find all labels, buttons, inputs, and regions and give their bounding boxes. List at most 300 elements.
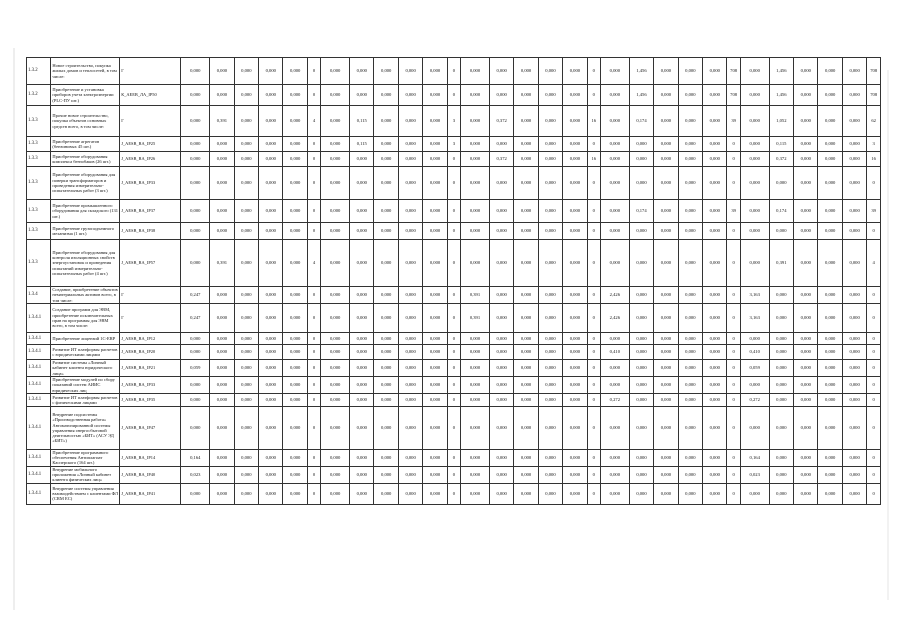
value-cell: 0,000 (538, 406, 562, 449)
value-cell: 0 (307, 360, 320, 377)
value-cell: 0,000 (842, 393, 866, 406)
value-cell: 0,000 (234, 137, 258, 152)
value-cell: 0,000 (234, 287, 258, 304)
value-cell: 0,000 (259, 137, 283, 152)
value-cell: 0 (867, 304, 881, 333)
value-cell: 0,000 (374, 167, 398, 200)
value-cell: 0,000 (818, 333, 842, 345)
value-cell: 0 (727, 483, 740, 504)
value-cell: 0,000 (654, 152, 678, 167)
value-cell: 0 (447, 85, 460, 106)
row-name-cell: Приобретение модулей по сбору показаний систем АИИС юридических лиц (51, 376, 120, 393)
value-cell: 0 (587, 376, 600, 393)
value-cell: 0,000 (654, 137, 678, 152)
value-cell: 0 (447, 58, 460, 85)
value-cell: 0,000 (654, 167, 678, 200)
row-name-cell: Приобретение лицензий 1С-ERP (51, 333, 120, 345)
value-cell: 0,000 (740, 483, 769, 504)
value-cell: 0,000 (629, 167, 653, 200)
table-row (27, 200, 881, 223)
value-cell: 0,000 (514, 240, 538, 287)
value-cell: 0 (307, 393, 320, 406)
value-cell: 0,000 (489, 240, 513, 287)
value-cell: 0,000 (259, 287, 283, 304)
value-cell: 0 (447, 360, 460, 377)
value-cell: 0,000 (514, 466, 538, 483)
value-cell: 0,000 (703, 137, 727, 152)
value-cell: 0,000 (794, 449, 818, 466)
value-cell: 62 (867, 106, 881, 137)
value-cell: 0,000 (461, 167, 490, 200)
value-cell: 0,000 (563, 406, 587, 449)
value-cell: 0,000 (678, 106, 702, 137)
value-cell: 0,000 (703, 345, 727, 360)
value-cell: 0,000 (234, 345, 258, 360)
value-cell: 0,000 (842, 58, 866, 85)
table-row (27, 345, 881, 360)
value-cell: 0,000 (538, 152, 562, 167)
value-cell: 39 (867, 200, 881, 223)
value-cell: 0,000 (350, 287, 374, 304)
value-cell: 0,000 (654, 304, 678, 333)
value-cell: 0,000 (423, 137, 447, 152)
row-name-cell: Приобретение оборудования для контроля изоляционных свойств энергоустановок и проведения испытаний измерительно-испытательных работ (4 шт.) (51, 240, 120, 287)
table-row (27, 167, 881, 200)
value-cell: 0,000 (321, 304, 350, 333)
row-code-cell: 1.3.4.1 (27, 345, 51, 360)
value-cell: 0,000 (740, 333, 769, 345)
value-cell: 0,000 (654, 58, 678, 85)
value-cell: 0,000 (678, 406, 702, 449)
value-cell: 0,000 (283, 152, 307, 167)
value-cell: 0,115 (350, 106, 374, 137)
value-cell: 0,000 (794, 345, 818, 360)
value-cell: 0,000 (321, 85, 350, 106)
value-cell: 0,000 (538, 106, 562, 137)
value-cell: 0,000 (181, 393, 210, 406)
value-cell: 0,000 (461, 137, 490, 152)
value-cell: 0,000 (514, 449, 538, 466)
value-cell: 0,000 (818, 287, 842, 304)
value-cell: 0,000 (398, 406, 422, 449)
value-cell: 0 (307, 449, 320, 466)
value-cell: 0,000 (489, 360, 513, 377)
value-cell: 0,000 (398, 167, 422, 200)
value-cell: 0,000 (259, 406, 283, 449)
value-cell: 0 (727, 466, 740, 483)
value-cell: 0,000 (423, 106, 447, 137)
value-cell: 0,000 (374, 223, 398, 240)
value-cell: 0,000 (740, 376, 769, 393)
value-cell: 0,000 (489, 304, 513, 333)
row-code-cell: 1.3.3 (27, 106, 51, 137)
value-cell: 0,000 (563, 333, 587, 345)
value-cell: 0,000 (629, 223, 653, 240)
value-cell: 0,000 (654, 333, 678, 345)
value-cell: 0,000 (818, 85, 842, 106)
value-cell: 0,000 (489, 200, 513, 223)
value-cell: 0,000 (234, 393, 258, 406)
value-cell: 0,000 (629, 345, 653, 360)
value-cell: 0,000 (210, 85, 234, 106)
value-cell: 0,000 (461, 223, 490, 240)
value-cell: 0 (447, 466, 460, 483)
value-cell: 0,000 (489, 483, 513, 504)
value-cell: 0,000 (654, 483, 678, 504)
row-identifier-cell: Г (120, 287, 181, 304)
value-cell: 0,000 (181, 333, 210, 345)
value-cell: 0,000 (678, 345, 702, 360)
value-cell: 0,000 (794, 167, 818, 200)
value-cell: 0,000 (703, 360, 727, 377)
value-cell: 0,000 (374, 360, 398, 377)
value-cell: 0,000 (794, 466, 818, 483)
value-cell: 0,000 (423, 393, 447, 406)
value-cell: 0,000 (600, 449, 629, 466)
value-cell: 0,000 (703, 449, 727, 466)
value-cell: 1,456 (769, 58, 793, 85)
value-cell: 0,000 (350, 167, 374, 200)
value-cell: 0,000 (514, 152, 538, 167)
value-cell: 0,000 (563, 304, 587, 333)
value-cell: 0 (307, 137, 320, 152)
value-cell: 0,000 (210, 333, 234, 345)
value-cell: 0,000 (818, 449, 842, 466)
value-cell: 0,000 (374, 376, 398, 393)
value-cell: 1,456 (629, 85, 653, 106)
value-cell: 0,000 (350, 360, 374, 377)
value-cell: 0,000 (514, 200, 538, 223)
value-cell: 0,000 (818, 483, 842, 504)
value-cell: 0 (447, 333, 460, 345)
table-row (27, 287, 881, 304)
value-cell: 0 (587, 200, 600, 223)
value-cell: 0,000 (321, 393, 350, 406)
value-cell: 0,000 (514, 223, 538, 240)
value-cell: 0,000 (234, 223, 258, 240)
row-code-cell: 1.3.2 (27, 58, 51, 85)
value-cell: 0 (727, 333, 740, 345)
value-cell: 0,000 (461, 466, 490, 483)
value-cell: 0,000 (842, 106, 866, 137)
value-cell: 0,000 (514, 393, 538, 406)
value-cell: 0,000 (489, 287, 513, 304)
value-cell: 0 (307, 58, 320, 85)
value-cell: 0,000 (423, 223, 447, 240)
value-cell: 0,272 (600, 393, 629, 406)
value-cell: 0,000 (398, 240, 422, 287)
value-cell: 0,000 (703, 406, 727, 449)
value-cell: 0,000 (794, 58, 818, 85)
value-cell: 0 (587, 58, 600, 85)
value-cell: 0 (447, 287, 460, 304)
value-cell: 0,000 (461, 406, 490, 449)
value-cell: 0,000 (423, 287, 447, 304)
value-cell: 0,000 (514, 333, 538, 345)
row-code-cell: 1.3.4.1 (27, 376, 51, 393)
value-cell: 0,000 (563, 223, 587, 240)
value-cell: 0 (447, 406, 460, 449)
value-cell: 0,000 (210, 466, 234, 483)
value-cell: 0,000 (423, 376, 447, 393)
value-cell: 0,000 (259, 333, 283, 345)
value-cell: 0,000 (769, 304, 793, 333)
value-cell: 16 (867, 152, 881, 167)
value-cell: 0,000 (842, 376, 866, 393)
value-cell: 0,000 (210, 483, 234, 504)
value-cell: 0,000 (259, 223, 283, 240)
value-cell: 0,000 (283, 449, 307, 466)
value-cell: 0,000 (818, 223, 842, 240)
value-cell: 0,000 (283, 466, 307, 483)
value-cell: 0,000 (259, 106, 283, 137)
value-cell: 0,000 (703, 240, 727, 287)
value-cell: 708 (727, 58, 740, 85)
value-cell: 0,000 (259, 466, 283, 483)
row-name-cell: Развитие системы «Личный кабинет клиента юридического лица» (51, 360, 120, 377)
value-cell: 0,000 (794, 406, 818, 449)
table-row (27, 449, 881, 466)
value-cell: 0,000 (769, 360, 793, 377)
value-cell: 0,000 (398, 152, 422, 167)
value-cell: 0,000 (563, 376, 587, 393)
value-cell: 0 (307, 85, 320, 106)
value-cell: 0,000 (398, 304, 422, 333)
value-cell: 0,000 (703, 58, 727, 85)
value-cell: 0,000 (350, 240, 374, 287)
value-cell: 0 (727, 393, 740, 406)
value-cell: 0,000 (740, 167, 769, 200)
row-code-cell: 1.3.3 (27, 137, 51, 152)
value-cell: 0,000 (794, 106, 818, 137)
value-cell: 0,000 (259, 345, 283, 360)
value-cell: 3 (447, 106, 460, 137)
value-cell: 0 (447, 345, 460, 360)
value-cell: 0,000 (600, 406, 629, 449)
value-cell: 0,000 (283, 167, 307, 200)
value-cell: 0,000 (234, 152, 258, 167)
value-cell: 0,000 (350, 376, 374, 393)
row-identifier-cell: J_AESB_RA_IP21 (120, 360, 181, 377)
table-row (27, 360, 881, 377)
value-cell: 0,000 (461, 152, 490, 167)
value-cell: 0,000 (283, 333, 307, 345)
value-cell: 0,000 (234, 360, 258, 377)
value-cell: 4 (307, 240, 320, 287)
value-cell: 0,000 (678, 466, 702, 483)
value-cell: 0,000 (703, 223, 727, 240)
value-cell: 0,000 (181, 58, 210, 85)
value-cell: 0,000 (461, 345, 490, 360)
value-cell: 0,000 (740, 58, 769, 85)
value-cell: 0,000 (398, 466, 422, 483)
value-cell: 0,000 (703, 483, 727, 504)
value-cell: 0,000 (210, 200, 234, 223)
value-cell: 0,000 (489, 137, 513, 152)
value-cell: 0,000 (514, 106, 538, 137)
value-cell: 0,000 (678, 376, 702, 393)
value-cell: 0,000 (678, 167, 702, 200)
value-cell: 0,000 (259, 449, 283, 466)
value-cell: 16 (587, 106, 600, 137)
value-cell: 0 (307, 223, 320, 240)
value-cell: 0,000 (259, 152, 283, 167)
value-cell: 0,000 (678, 393, 702, 406)
value-cell: 0,000 (259, 393, 283, 406)
value-cell: 0,000 (794, 200, 818, 223)
value-cell: 0,000 (842, 304, 866, 333)
value-cell: 0 (867, 393, 881, 406)
value-cell: 0,000 (181, 85, 210, 106)
value-cell: 2,426 (600, 287, 629, 304)
value-cell: 0,000 (374, 393, 398, 406)
value-cell: 0,000 (703, 152, 727, 167)
value-cell: 0,000 (374, 304, 398, 333)
value-cell: 0,000 (538, 376, 562, 393)
value-cell: 0,000 (600, 106, 629, 137)
value-cell: 0,000 (629, 152, 653, 167)
value-cell: 0,000 (374, 85, 398, 106)
value-cell: 0,000 (678, 223, 702, 240)
value-cell: 0,000 (563, 287, 587, 304)
value-cell: 0,000 (703, 333, 727, 345)
value-cell: 0,000 (654, 406, 678, 449)
value-cell: 0,000 (210, 345, 234, 360)
row-identifier-cell: К_АЕЕВ_ЛА_IP50 (120, 85, 181, 106)
value-cell: 0,000 (514, 287, 538, 304)
value-cell: 0,000 (374, 58, 398, 85)
value-cell: 0,000 (210, 167, 234, 200)
value-cell: 0,000 (600, 466, 629, 483)
value-cell: 0,372 (489, 106, 513, 137)
value-cell: 0,247 (181, 304, 210, 333)
table-row (27, 466, 881, 483)
row-name-cell: Новое строительство, покупка жилых домов и теплосетей, в том числе: (51, 58, 120, 85)
value-cell: 0,000 (654, 85, 678, 106)
value-cell: 0,000 (423, 200, 447, 223)
value-cell: 0,000 (181, 152, 210, 167)
value-cell: 0,000 (461, 376, 490, 393)
value-cell: 0 (587, 345, 600, 360)
value-cell: 0,000 (818, 106, 842, 137)
value-cell: 0,000 (423, 304, 447, 333)
value-cell: 0 (587, 406, 600, 449)
value-cell: 0,115 (350, 137, 374, 152)
value-cell: 0,000 (629, 287, 653, 304)
row-identifier-cell: Г (120, 106, 181, 137)
value-cell: 0 (587, 483, 600, 504)
row-code-cell: 1.3.3 (27, 240, 51, 287)
value-cell: 0,000 (842, 200, 866, 223)
value-cell: 0,000 (259, 167, 283, 200)
value-cell: 0,000 (600, 333, 629, 345)
value-cell: 0,000 (374, 200, 398, 223)
value-cell: 0,000 (600, 360, 629, 377)
value-cell: 0,391 (461, 287, 490, 304)
value-cell: 0 (587, 360, 600, 377)
value-cell: 0,000 (514, 304, 538, 333)
value-cell: 0,000 (703, 393, 727, 406)
row-code-cell: 1.3.4.1 (27, 360, 51, 377)
value-cell: 0,391 (769, 240, 793, 287)
value-cell: 0,000 (563, 360, 587, 377)
value-cell: 0,000 (563, 85, 587, 106)
value-cell: 0,000 (461, 240, 490, 287)
row-code-cell: 1.3.3 (27, 152, 51, 167)
value-cell: 0,000 (234, 449, 258, 466)
value-cell: 0,000 (350, 483, 374, 504)
value-cell: 0,000 (259, 360, 283, 377)
table-row (27, 304, 881, 333)
value-cell: 0,000 (283, 483, 307, 504)
value-cell: 3 (447, 137, 460, 152)
value-cell: 0,000 (514, 360, 538, 377)
value-cell: 0,000 (398, 449, 422, 466)
value-cell: 0,000 (769, 449, 793, 466)
value-cell: 0,000 (489, 406, 513, 449)
value-cell: 0,000 (234, 483, 258, 504)
value-cell: 0,000 (818, 376, 842, 393)
value-cell: 0,000 (350, 393, 374, 406)
value-cell: 0,000 (398, 137, 422, 152)
value-cell: 0,000 (350, 85, 374, 106)
row-name-cell: Приобретение грузоподъемного механизма (1 шт.) (51, 223, 120, 240)
value-cell: 0,391 (210, 240, 234, 287)
value-cell: 0,000 (398, 58, 422, 85)
value-cell: 0 (587, 223, 600, 240)
value-cell: 0,000 (842, 360, 866, 377)
row-code-cell: 1.3.3 (27, 167, 51, 200)
value-cell: 0,000 (461, 449, 490, 466)
value-cell: 0,000 (374, 333, 398, 345)
value-cell: 0,000 (629, 333, 653, 345)
row-name-cell: Внедрение подсистемы «Производственная работа» Автоматизированной системы управления энергосбытовой деятельностью «БИТ» (АСУ ЭД «БИТ») (51, 406, 120, 449)
value-cell: 0,000 (740, 200, 769, 223)
value-cell: 0,000 (514, 345, 538, 360)
value-cell: 0 (727, 223, 740, 240)
value-cell: 0,000 (321, 449, 350, 466)
value-cell: 0 (587, 240, 600, 287)
value-cell: 0,000 (374, 106, 398, 137)
value-cell: 4 (307, 106, 320, 137)
row-identifier-cell: J_AESB_RA_IP26 (120, 152, 181, 167)
value-cell: 0,000 (842, 137, 866, 152)
row-identifier-cell: J_AESB_RA_IP25 (120, 137, 181, 152)
value-cell: 0,000 (538, 304, 562, 333)
value-cell: 39 (727, 200, 740, 223)
value-cell: 0,000 (740, 223, 769, 240)
value-cell: 0,000 (740, 152, 769, 167)
value-cell: 0 (447, 393, 460, 406)
value-cell: 0,000 (600, 223, 629, 240)
value-cell: 0,000 (321, 58, 350, 85)
value-cell: 0 (307, 483, 320, 504)
value-cell: 0,000 (769, 333, 793, 345)
row-identifier-cell: J_AESB_RA_IP37 (120, 200, 181, 223)
value-cell: 0,000 (678, 200, 702, 223)
value-cell: 0,000 (514, 376, 538, 393)
value-cell: 0,000 (234, 85, 258, 106)
value-cell: 0,000 (321, 287, 350, 304)
value-cell: 0,000 (678, 333, 702, 345)
value-cell: 0,000 (210, 449, 234, 466)
row-name-cell: Приобретение программного обеспечения Антиплагиат Касперского (164 шт.) (51, 449, 120, 466)
value-cell: 0,000 (629, 137, 653, 152)
value-cell: 0,000 (181, 223, 210, 240)
value-cell: 0,000 (600, 167, 629, 200)
value-cell: 0,000 (794, 304, 818, 333)
value-cell: 0,000 (259, 483, 283, 504)
